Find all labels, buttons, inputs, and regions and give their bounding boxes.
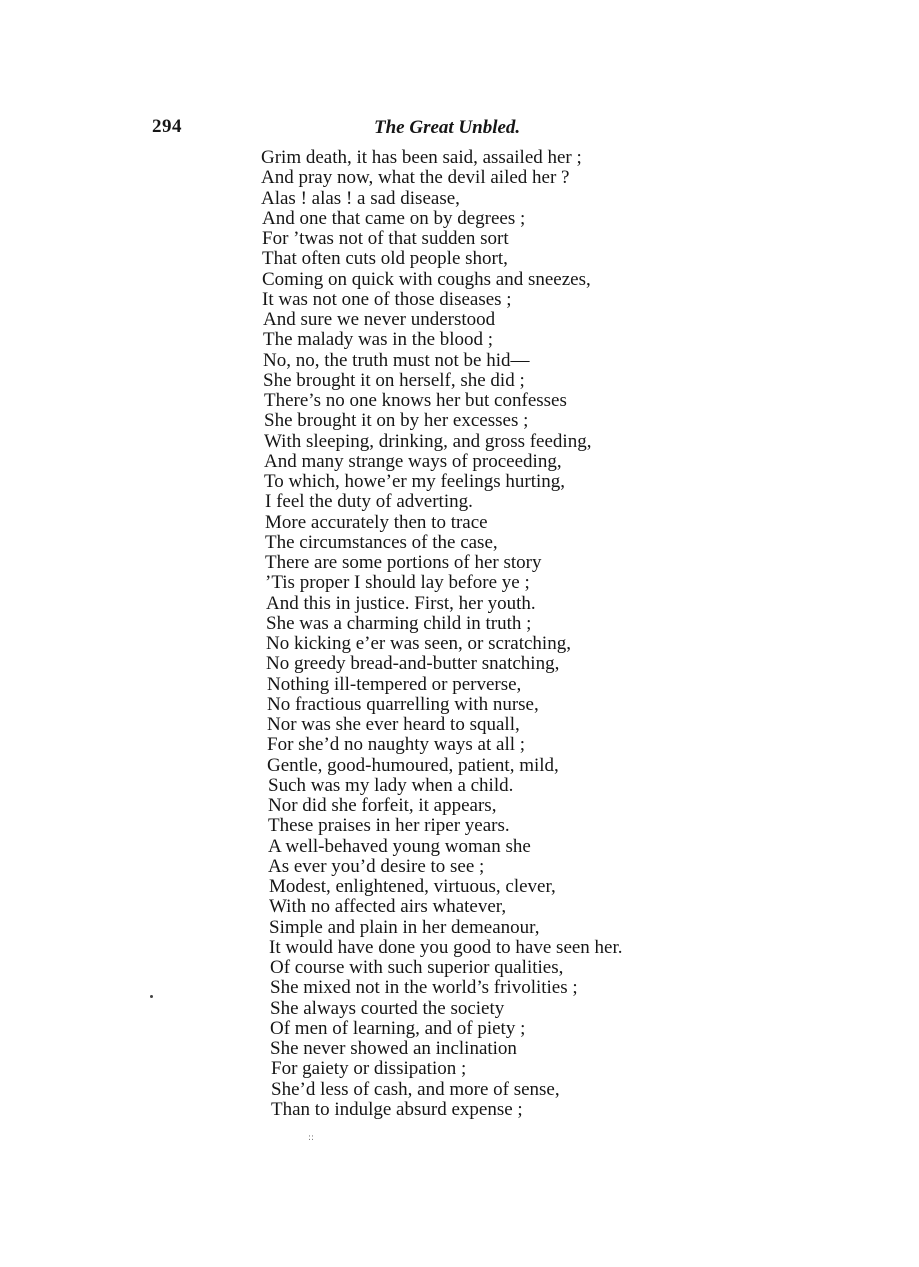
poem-line: Grim death, it has been said, assailed her ; <box>261 147 582 168</box>
poem-line: And this in justice. First, her youth. <box>266 592 536 614</box>
footer-mark: :​: <box>308 1133 315 1143</box>
poem-line: The malady was in the blood ; <box>263 329 494 351</box>
poem-line: Gentle, good-humoured, patient, mild, <box>267 754 559 776</box>
poem-line: ’Tis proper I should lay before ye ; <box>265 572 530 594</box>
poem-line: And pray now, what the devil ailed her ? <box>261 167 570 189</box>
page-speck <box>150 995 153 998</box>
poem-line: She was a charming child in truth ; <box>266 612 532 634</box>
poem-line: For ’twas not of that sudden sort <box>262 228 509 249</box>
poem-line: She brought it on by her excesses ; <box>264 410 529 432</box>
poem-line: These praises in her riper years. <box>268 815 510 837</box>
poem-line: Alas ! alas ! a sad disease, <box>261 187 460 209</box>
poem-line: No kicking e’er was seen, or scratching, <box>266 633 571 654</box>
poem-line: Simple and plain in her demeanour, <box>269 916 540 938</box>
poem-line: She always courted the society <box>270 997 505 1019</box>
poem-line: And sure we never understood <box>263 309 496 330</box>
poem-line: To which, howe’er my feelings hurting, <box>264 471 566 492</box>
poem-line: Nor was she ever heard to squall, <box>267 714 520 735</box>
poem-line: It would have done you good to have seen her. <box>269 936 623 958</box>
poem-text <box>261 148 731 1120</box>
poem-line: And one that came on by degrees ; <box>262 207 526 229</box>
poem-line: Nothing ill-tempered or perverse, <box>267 673 522 695</box>
poem-line: No, no, the truth must not be hid— <box>263 349 530 371</box>
poem-line: There’s no one knows her but confesses <box>264 390 567 411</box>
poem-line: More accurately then to trace <box>265 511 488 533</box>
poem-line: Coming on quick with coughs and sneezes, <box>262 268 591 290</box>
poem-line: She mixed not in the world’s frivolities ; <box>270 977 578 999</box>
poem-line: I feel the duty of adverting. <box>265 491 473 513</box>
poem-line: As ever you’d desire to see ; <box>268 855 485 877</box>
running-title: The Great Unbled. <box>374 117 521 138</box>
poem-line: Of men of learning, and of piety ; <box>270 1017 526 1039</box>
poem-line: No greedy bread-and-butter snatching, <box>266 653 560 675</box>
poem-line: She’d less of cash, and more of sense, <box>271 1078 560 1100</box>
poem-line: Nor did she forfeit, it appears, <box>268 795 497 816</box>
poem-line: She brought it on herself, she did ; <box>263 369 525 391</box>
poem-line: She never showed an inclination <box>270 1038 517 1059</box>
poem-line: The circumstances of the case, <box>265 531 498 553</box>
poem-line: Such was my lady when a child. <box>268 774 514 796</box>
poem-line: There are some portions of her story <box>265 552 542 573</box>
poem-line: No fractious quarrelling with nurse, <box>267 693 539 715</box>
poem-line: Of course with such superior qualities, <box>270 957 564 978</box>
poem-line: With no affected airs whatever, <box>269 896 507 918</box>
poem-line: With sleeping, drinking, and gross feeding, <box>264 430 592 452</box>
poem-line: And many strange ways of proceeding, <box>264 450 562 472</box>
page-header <box>152 116 752 142</box>
poem-line: For she’d no naughty ways at all ; <box>267 734 526 756</box>
poem-line: That often cuts old people short, <box>262 248 508 270</box>
poem-line: For gaiety or dissipation ; <box>271 1058 467 1080</box>
poem-line: It was not one of those diseases ; <box>262 288 512 310</box>
poem-line: Modest, enlightened, virtuous, clever, <box>269 876 556 897</box>
page-number: 294 <box>152 116 182 137</box>
poem-line: A well-behaved young woman she <box>268 835 531 857</box>
poem-line: Than to indulge absurd expense ; <box>271 1098 523 1120</box>
